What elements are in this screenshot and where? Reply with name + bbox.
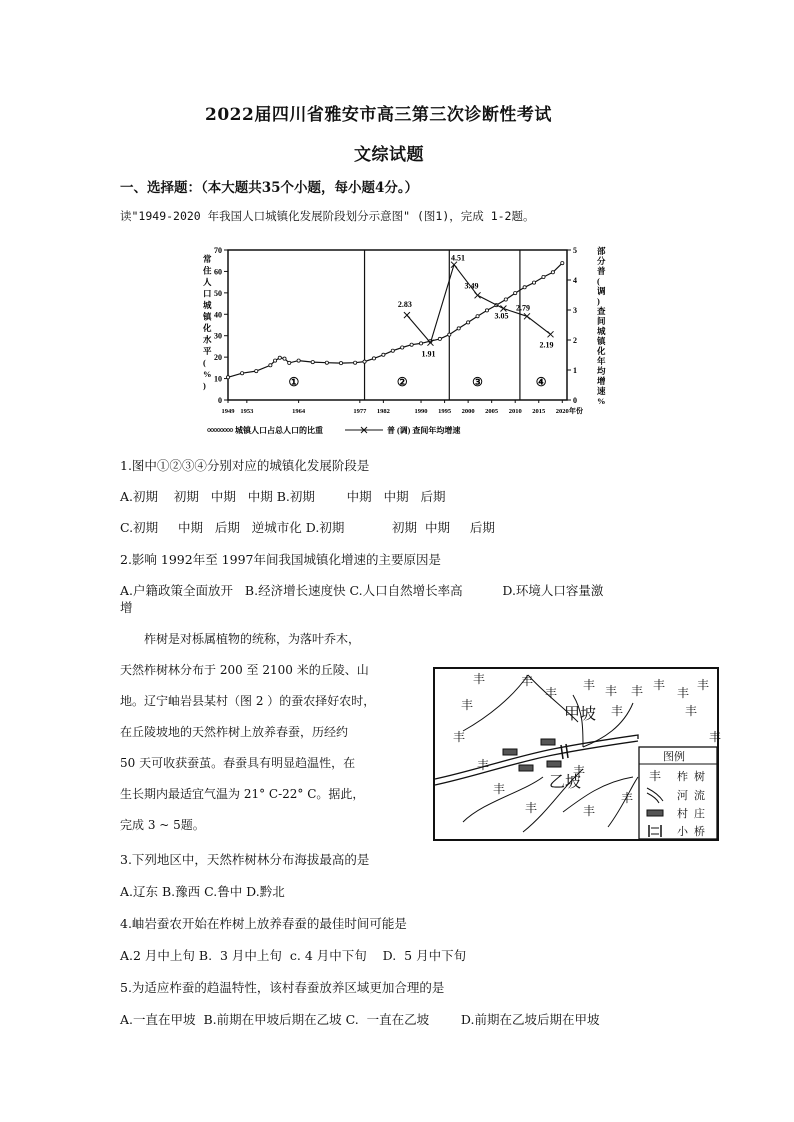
x-tick-label: 2005 (485, 408, 499, 415)
series-growth-rate-point (548, 331, 554, 337)
y-left-tick-label: 20 (214, 353, 222, 363)
y-left-axis-label: 常住人口城镇化水平( % ) (203, 254, 212, 391)
legend-urban-share-swatch (208, 429, 211, 432)
growth-rate-data-label: 2.83 (397, 300, 412, 310)
stage-label: ③ (472, 375, 483, 390)
series-growth-rate-point (475, 292, 481, 298)
passage-line: 生长期内最适宜气温为 21° C-22° C。据此， (120, 787, 365, 801)
page-title: 2022届四川省雅安市高三第三次诊断性考试 (205, 105, 552, 125)
series-urban-share-line (228, 263, 562, 377)
y-right-tick-label: 2 (573, 336, 577, 345)
legend-village: 村庄 (677, 808, 711, 820)
series-urban-share-point (551, 271, 554, 274)
passage-line: 完成 3 ~ 5题。 (120, 818, 205, 832)
y-left-tick-label: 0 (218, 396, 222, 405)
tree-icon: 丰 (477, 758, 490, 772)
y-right-tick-label: 3 (573, 306, 577, 315)
tree-icon: 丰 (685, 704, 698, 718)
passage-line: 地。辽宁岫岩县某村（图 2 ）的蚕农择好农时， (120, 694, 376, 708)
y-left-tick-label: 50 (214, 288, 222, 298)
question-2-options: A.户籍政策全面放开 B.经济增长速度快 C.人口自然增长率高 D.环境人口容量激 (120, 583, 604, 598)
series-urban-share-point (391, 349, 394, 352)
series-growth-rate-point (524, 313, 530, 319)
passage-line: 50 天可收获蚕茧。春蚕具有明显趋温性，在 (120, 756, 356, 770)
tree-icon: 丰 (621, 791, 634, 805)
growth-rate-data-label: 3.49 (464, 281, 479, 291)
question-2-options-wrap: 增 (120, 600, 133, 615)
y-left-tick-label: 60 (214, 267, 222, 277)
tree-icon: 丰 (583, 804, 596, 818)
intro-text: 读"1949-2020 年我国人口城镇化发展阶段划分示意图" (图1)，完成 1-2题。 (120, 209, 535, 223)
legend-urban-share-swatch (214, 429, 217, 432)
legend-urban-share-label: 城镇人口占总人口的比重 (235, 426, 323, 435)
page-subtitle: 文综试题 (354, 145, 424, 165)
x-tick-label: 1995 (438, 408, 452, 415)
village (519, 765, 533, 771)
series-urban-share-point (448, 333, 451, 336)
x-tick-label: 1990 (414, 408, 428, 415)
series-urban-share-point (410, 343, 413, 346)
x-tick-label: 1982 (376, 408, 390, 415)
question-1-options-c-d: C.初期 中期 后期 逆城市化 D.初期 初期 中期 后期 (120, 520, 495, 535)
growth-rate-data-label: 1.91 (421, 349, 436, 359)
slope-a-label: 甲坡 (564, 706, 597, 723)
series-urban-share-point (382, 353, 385, 356)
village-map (433, 667, 722, 841)
tree-icon: 丰 (453, 730, 466, 744)
x-tick-label: 1953 (240, 408, 254, 415)
series-urban-share-point (269, 364, 272, 367)
tree-icon: 丰 (493, 782, 506, 796)
slope-b-label: 乙坡 (549, 774, 582, 791)
growth-rate-data-label: 4.51 (451, 253, 465, 263)
tree-icon: 丰 (545, 686, 558, 700)
series-urban-share-point (297, 359, 300, 362)
passage-line: 在丘陵坡地的天然柞树上放养春蚕，历经约 (120, 725, 349, 739)
tree-icon: 丰 (473, 672, 486, 686)
tree-icon: 丰 (697, 678, 710, 692)
series-urban-share-point (363, 360, 366, 363)
x-tick-label: 2000 (461, 408, 475, 415)
series-urban-share-point (325, 361, 328, 364)
series-urban-share-point (241, 372, 244, 375)
stage-label: ① (288, 375, 300, 390)
series-urban-share-point (401, 346, 404, 349)
series-urban-share-point (476, 315, 479, 318)
y-right-axis-label: 部分普(调)查间城镇化年均增速% (597, 246, 606, 406)
series-urban-share-point (354, 361, 357, 364)
legend-bridge: 小桥 (677, 826, 711, 838)
legend-urban-share-swatch (230, 429, 233, 432)
x-tick-label: 1949 (221, 408, 235, 415)
legend-urban-share-swatch (217, 429, 220, 432)
y-right-tick-label: 5 (573, 246, 577, 255)
series-urban-share-point (278, 356, 281, 359)
series-urban-share-point (523, 286, 526, 289)
x-tick-label: 2020 (555, 408, 569, 415)
x-tick-label: 2015 (532, 408, 546, 415)
tree-icon: 丰 (573, 764, 586, 778)
series-urban-share-point (273, 359, 276, 362)
village (547, 761, 561, 767)
series-urban-share-point (283, 357, 286, 360)
legend-river: 河流 (677, 790, 711, 802)
passage-line: 天然柞树林分布于 200 至 2100 米的丘陵、山 (120, 663, 369, 677)
y-right-tick-label: 4 (573, 276, 577, 285)
series-urban-share-point (372, 357, 375, 360)
question-1-options-a-b: A.初期 初期 中期 中期 B.初期 中期 中期 后期 (120, 489, 446, 504)
legend-urban-share-swatch (227, 429, 230, 432)
tree-icon: 丰 (677, 686, 690, 700)
series-urban-share-point (438, 337, 441, 340)
y-left-tick-label: 30 (214, 331, 222, 341)
series-urban-share-point (226, 376, 229, 379)
urbanization-chart (195, 240, 615, 445)
series-urban-share-point (485, 309, 488, 312)
tree-icon: 丰 (611, 704, 624, 718)
question-4: 4.岫岩蚕农开始在柞树上放养春蚕的最佳时间可能是 (120, 916, 407, 931)
tree-icon: 丰 (653, 678, 666, 692)
question-3-options: A.辽东 B.豫西 C.鲁中 D.黔北 (120, 884, 285, 899)
series-urban-share-point (532, 281, 535, 284)
growth-rate-data-label: 3.05 (494, 311, 509, 321)
series-growth-rate-point (404, 312, 410, 318)
series-urban-share-point (514, 291, 517, 294)
village (503, 749, 517, 755)
series-urban-share-point (419, 342, 422, 345)
tree-icon: 丰 (605, 684, 618, 698)
question-4-options: A.2 月中上旬 B. 3 月中上旬 c. 4 月中下旬 D. 5 月中下旬 (120, 948, 467, 963)
series-urban-share-point (457, 327, 460, 330)
legend-urban-share-swatch (224, 429, 227, 432)
question-1: 1.图中①②③④分别对应的城镇化发展阶段是 (120, 458, 370, 473)
stage-label: ④ (535, 375, 547, 390)
series-urban-share-point (561, 261, 564, 264)
question-5-options: A.一直在甲坡 B.前期在甲坡后期在乙坡 C. 一直在乙坡 D.前期在乙坡后期在甲坡 (120, 1012, 600, 1027)
x-axis-unit-label: 年份 (569, 407, 583, 415)
tree-icon: 丰 (525, 801, 538, 815)
legend-tree: 柞树 (677, 771, 711, 783)
series-urban-share-point (339, 362, 342, 365)
question-5: 5.为适应柞蚕的趋温特性，该村春蚕放养区域更加合理的是 (120, 980, 445, 995)
village-legend-icon (647, 810, 663, 816)
series-urban-share-point (255, 369, 258, 372)
passage-line: 柞树是对栎属植物的统称，为落叶乔木， (144, 632, 361, 646)
series-urban-share-point (467, 321, 470, 324)
tree-icon: 丰 (631, 684, 644, 698)
legend-urban-share-swatch (211, 429, 214, 432)
y-left-tick-label: 70 (214, 246, 222, 255)
tree-icon: 丰 (461, 698, 474, 712)
series-urban-share-point (311, 360, 314, 363)
x-tick-label: 1964 (292, 408, 306, 415)
legend-urban-share-swatch (220, 429, 223, 432)
series-urban-share-point (504, 298, 507, 301)
series-urban-share-point (542, 275, 545, 278)
village (541, 739, 555, 745)
y-right-tick-label: 1 (573, 366, 577, 375)
y-left-tick-label: 10 (214, 374, 222, 384)
tree-icon: 丰 (709, 730, 722, 744)
question-3: 3.下列地区中，天然柞树林分布海拔最高的是 (120, 852, 370, 867)
map-legend (639, 747, 717, 839)
tree-icon: 丰 (521, 674, 534, 688)
stage-label: ② (396, 375, 408, 390)
tree-icon: 丰 (583, 678, 596, 692)
question-2: 2.影响 1992年至 1997年间我国城镇化增速的主要原因是 (120, 552, 441, 567)
growth-rate-data-label: 2.79 (515, 303, 530, 313)
x-tick-label: 1977 (353, 408, 367, 415)
y-right-tick-label: 0 (573, 396, 577, 405)
legend-title: 图例 (663, 751, 685, 763)
y-left-tick-label: 40 (214, 310, 222, 320)
tree-legend-icon: 丰 (649, 769, 662, 783)
growth-rate-data-label: 2.19 (539, 340, 554, 350)
legend-growth-rate-label: 普 (调) 查间年均增速 (387, 426, 461, 435)
x-tick-label: 2010 (508, 408, 522, 415)
series-urban-share-point (288, 361, 291, 364)
section-heading: 一、选择题：（本大题共35个小题，每小题4分。） (120, 180, 419, 196)
